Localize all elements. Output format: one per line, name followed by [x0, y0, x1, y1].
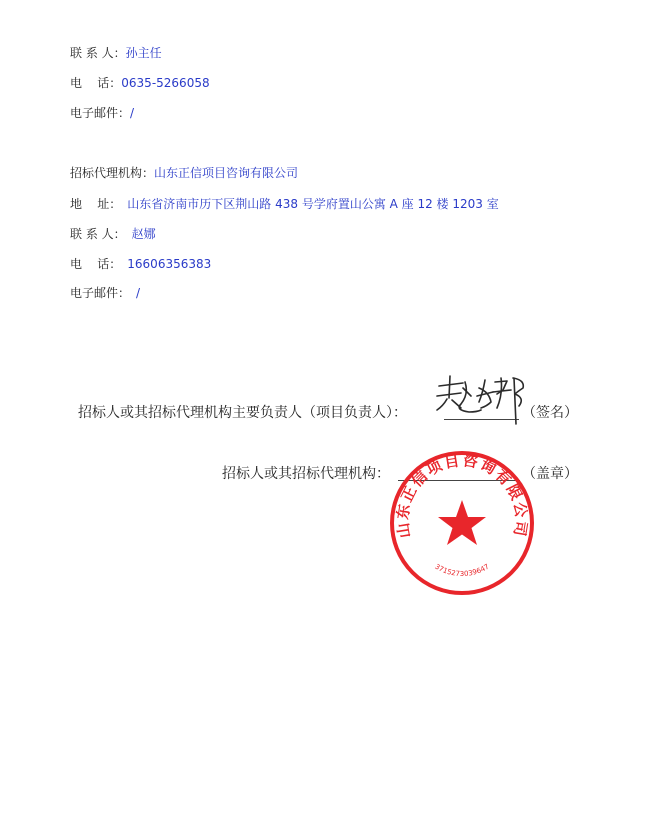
official-seal: [387, 448, 537, 598]
contact1-email-value: /: [130, 106, 135, 120]
responsible-signature-label: 招标人或其招标代理机构主要负责人（项目负责人）：: [78, 405, 407, 421]
agency-email-line: 电子邮件： /: [70, 286, 141, 300]
contact1-phone-value: 0635-5266058: [121, 76, 210, 90]
agency-address-line: 地 址： 山东省济南市历下区荆山路 438 号学府置山公寓 A 座 12 楼 1203 室: [70, 197, 499, 211]
seal-text: 山东正信项目咨询有限公司: [393, 451, 531, 540]
agency-person-line: 联 系 人： 赵娜: [70, 227, 156, 241]
contact1-person-label: 联 系 人: [70, 46, 114, 60]
agency-person-label: 联 系 人: [70, 227, 114, 241]
agency-seal-suffix: （盖章）: [522, 466, 578, 482]
agency-name-value: 山东正信项目咨询有限公司: [154, 166, 299, 180]
agency-phone-label: 电 话: [70, 257, 110, 271]
contact1-person-line: 联 系 人：孙主任: [70, 46, 162, 60]
agency-seal-label: 招标人或其招标代理机构：: [222, 466, 390, 482]
agency-phone-line: 电 话： 16606356383: [70, 257, 212, 271]
agency-email-label: 电子邮件: [70, 286, 119, 300]
agency-email-value: /: [136, 286, 141, 300]
responsible-signature-suffix: （签名）: [522, 405, 578, 421]
contact1-email-label: 电子邮件: [70, 106, 119, 120]
agency-name-label: 招标代理机构: [70, 166, 143, 180]
agency-person-value: 赵娜: [131, 227, 156, 241]
contact1-phone-line: 电 话：0635-5266058: [70, 76, 210, 90]
contact1-phone-label: 电 话: [70, 76, 110, 90]
agency-address-label: 地 址: [70, 197, 110, 211]
seal-number: 3715273039647: [433, 562, 491, 578]
agency-name-line: 招标代理机构：山东正信项目咨询有限公司: [70, 166, 299, 180]
agency-address-value: 山东省济南市历下区荆山路 438 号学府置山公寓 A 座 12 楼 1203 室: [127, 197, 499, 211]
agency-phone-value: 16606356383: [127, 257, 212, 271]
seal-star-icon: [438, 500, 486, 545]
contact1-email-line: 电子邮件：/: [70, 106, 135, 120]
contact1-person-value: 孙主任: [125, 46, 162, 60]
handwritten-signature: [433, 374, 533, 432]
